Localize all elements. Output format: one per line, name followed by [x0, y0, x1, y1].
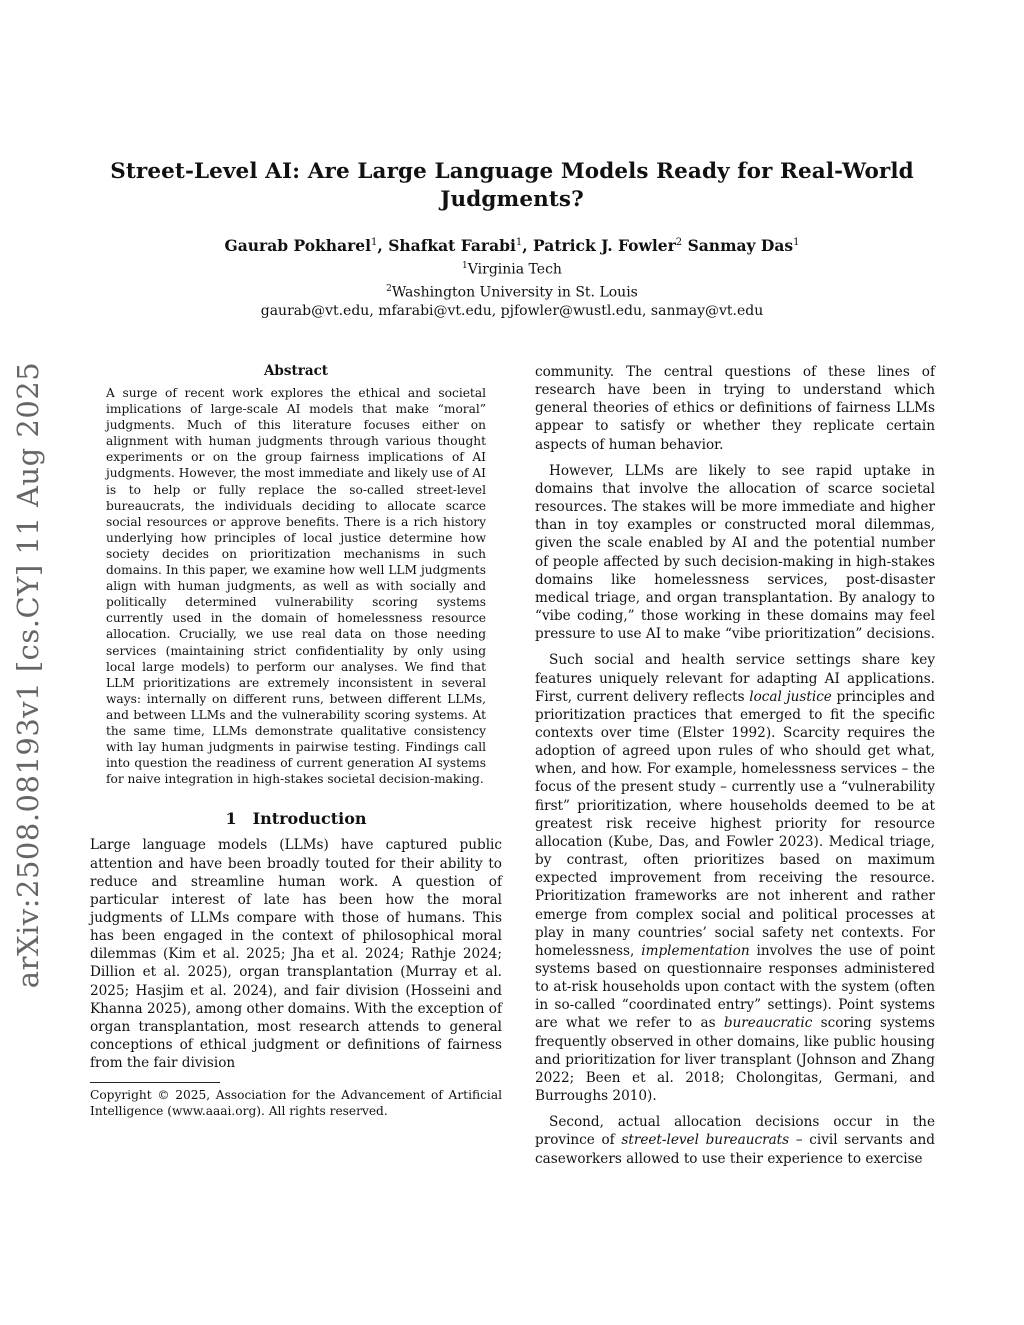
section-title-text: Introduction: [252, 809, 367, 829]
emphasis: implementation: [641, 942, 750, 959]
author: Gaurab Pokharel: [224, 236, 372, 256]
affiliation: [80, 280, 944, 303]
emphasis: bureaucratic: [723, 1015, 813, 1032]
emphasis: local justice: [749, 688, 832, 705]
arxiv-identifier: arXiv:2508.08193v1 [cs.CY] 11 Aug 2025: [11, 361, 45, 989]
text-run: Second, actual allocation decisions occur in the province of: [535, 1114, 935, 1149]
text-run: involves the use of point systems based on questionnaire responses administered to at-risk households upon contact with the system (often in so-called “coordinated entry” settings). Point systems are what we refer to as: [535, 942, 935, 1032]
right-column: [535, 363, 935, 1176]
body-paragraph: [535, 1113, 935, 1167]
body-paragraph: However, LLMs are likely to see rapid uptake in domains that involve the allocation of scarce societal resources. The stakes will be more immediate and higher than in toy examples or constructed moral dilemmas, given the scale enabled by AI and the potential number of people affected by such decision-making in high-stakes domains like homelessness services, post-disaster medical triage, and organ transplantation. By analogy to “vibe coding,” those working in these domains may feel pressure to use AI to make “vibe prioritization” decisions.: [535, 462, 935, 643]
author-separator: ,: [377, 236, 389, 256]
intro-paragraph: Large language models (LLMs) have captured public attention and have been broadly touted for their ability to reduce and streamline human work. A question of particular interest of late has been how the moral judgments of LLMs compare with those of humans. This has been engaged in the context of philosophical moral dilemmas (Kim et al. 2025; Jha et al. 2024; Rathje 2024; Dillion et al. 2025), organ transplantation (Murray et al. 2025; Hasjim et al. 2024), and fair division (Hosseini and Khanna 2025), among other domains. With the exception of organ transplantation, most research attends to general conceptions of ethical judgment or definitions of fairness from the fair division: [90, 837, 502, 1072]
body-paragraph: [535, 651, 935, 1105]
left-column: [90, 363, 502, 1119]
section-number: 1: [225, 809, 237, 829]
text-run: scoring systems frequently observed in other domains, like public housing and prioritization for liver transplant (Johnson and Zhang 2022; Been et al. 2018; Cholongitas, Germani, and Burroughs 2010).: [535, 1015, 935, 1105]
text-run: – civil servants and caseworkers allowed to use their experience to exercise: [535, 1132, 935, 1167]
author: Shafkat Farabi: [388, 236, 516, 256]
abstract-text: A surge of recent work explores the ethical and societal implications of large-scale AI models that make “moral” judgments. Much of this literature focuses either on alignment with human judgments through various thought experiments or on the group fairness implications of AI judgments. However, the most immediate and likely use of AI is to help or fully replace the so-called street-level bureaucrats, the individuals deciding to allocate scarce social resources or approve benefits. There is a rich history underlying how principles of local justice determine how society decides on prioritization mechanisms in such domains. In this paper, we examine how well LLM judgments align with human judgments, as well as with socially and politically determined vulnerability scoring systems currently used in the domain of homelessness resource allocation. Crucially, we use real data on those needing services (maintaining strict confidentiality by only using local large models) to perform our analyses. We find that LLM prioritizations are extremely inconsistent in several ways: internally on different runs, between different LLMs, and between LLMs and the vulnerability scoring systems. At the same time, LLMs demonstrate qualitative consistency with lay human judgments in pairwise testing. Findings call into question the readiness of current generation AI systems for naive integration in high-stakes societal decision-making.: [106, 386, 486, 787]
affil-mark: 2: [386, 283, 392, 294]
affil-name: Virginia Tech: [467, 261, 562, 278]
paper-header: [80, 158, 944, 321]
abstract-heading: Abstract: [263, 363, 329, 379]
copyright-footnote: Copyright © 2025, Association for the Advancement of Artificial Intelligence (www.aaai.org). All rights reserved.: [90, 1088, 502, 1119]
text-run: principles and prioritization practices that emerged to fit the specific contexts over time (Elster 1992). Scarcity requires the adoption of agreed upon rules of who should get what, when, and how. For example, homelessness services – the focus of the present study – currently use a “vulnerability first” prioritization, where households deemed to be at greatest risk receive highest priority for resource allocation (Kube, Das, and Fowler 2023). Medical triage, by contrast, often prioritizes based on maximum expected improvement from receiving the resource. Prioritization frameworks are not inherent and rather emerge from complex social and political processes at play in many countries’ social safety net contexts. For homelessness,: [535, 688, 935, 959]
affiliation: [80, 257, 944, 280]
arxiv-sidebar: [6, 361, 50, 989]
affil-name: Washington University in St. Louis: [391, 284, 638, 301]
author-affil-mark: 2: [675, 237, 683, 248]
affil-mark: 1: [462, 261, 468, 272]
paper-title: [80, 158, 944, 214]
author-list: [80, 232, 944, 257]
title-line-1: Street-Level AI: Are Large Language Models Ready for Real-World: [110, 159, 914, 184]
author-affil-mark: 1: [371, 237, 378, 248]
author-affil-mark: 1: [793, 237, 800, 248]
section-heading-introduction: [90, 809, 502, 828]
body-paragraph: community. The central questions of these lines of research have been in trying to understand which general theories of ethics or definitions of fairness LLMs appear to satisfy or whether they replicate certain aspects of human behavior.: [535, 364, 935, 453]
text-run: Such social and health service settings share key features uniquely relevant for adapting AI applications. First, current delivery reflects: [535, 652, 935, 705]
author: Patrick J. Fowler: [533, 236, 676, 256]
footnote-divider: [90, 1082, 220, 1083]
author-separator: ,: [522, 236, 534, 256]
emphasis: street-level bureaucrats: [621, 1132, 790, 1149]
author-affil-mark: 1: [515, 237, 523, 248]
title-line-2: Judgments?: [440, 187, 584, 212]
author: Sanmay Das: [687, 236, 794, 256]
author-emails: gaurab@vt.edu, mfarabi@vt.edu, pjfowler@wustl.edu, sanmay@vt.edu: [260, 303, 764, 320]
